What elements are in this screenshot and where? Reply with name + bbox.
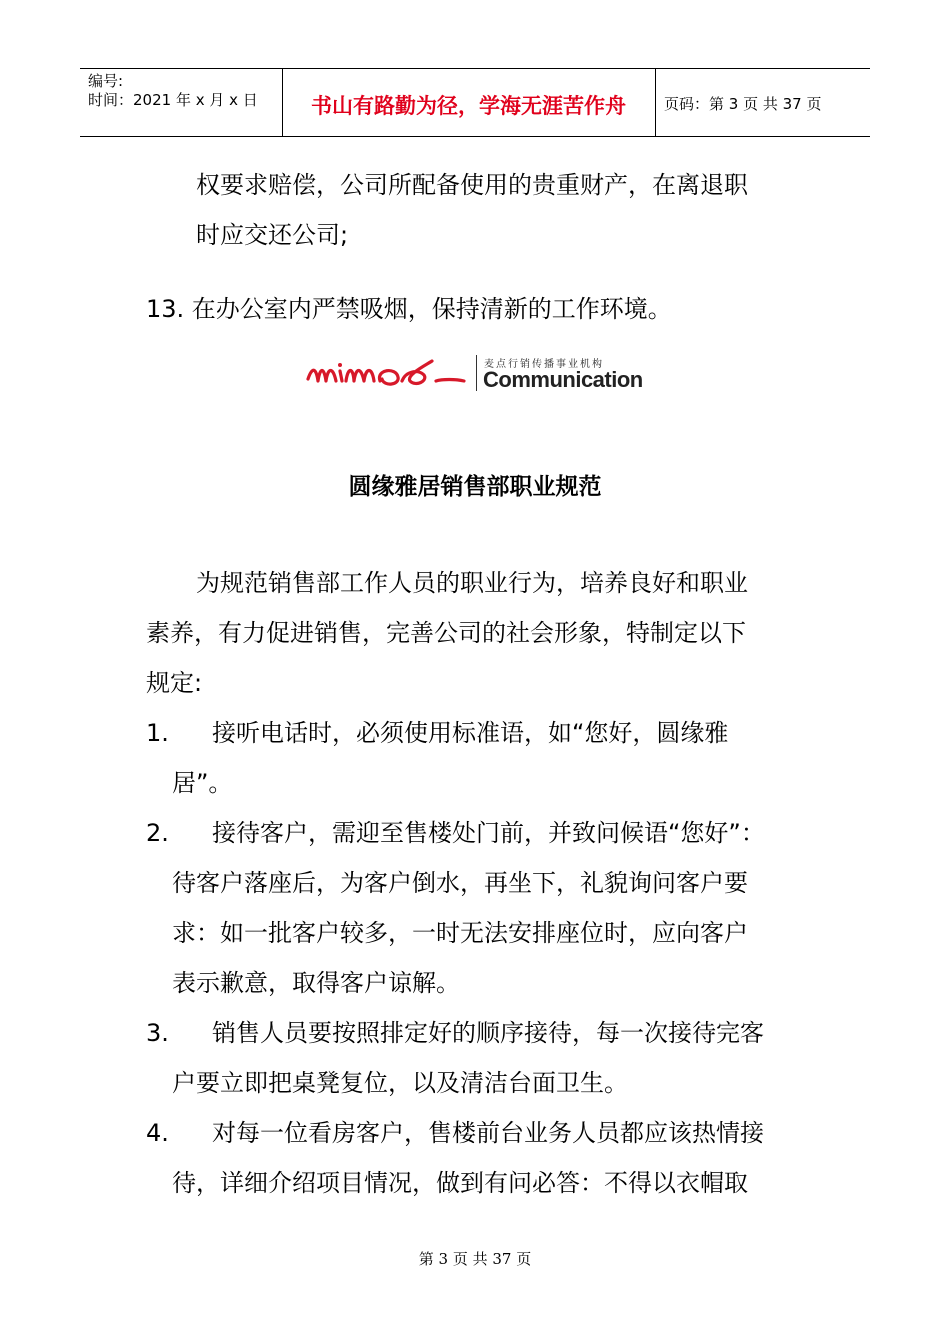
body-line-1: 权要求赔偿，公司所配备使用的贵重财产，在离退职 (196, 171, 748, 199)
item-line: 待，详细介绍项目情况，做到有问必答：不得以衣帽取 (172, 1169, 748, 1197)
item-line: 接听电话时，必须使用标准语，如“您好，圆缘雅 (212, 719, 729, 747)
item-line: 销售人员要按照排定好的顺序接待，每一次接待完客 (212, 1019, 764, 1047)
body-line-13: 13. 在办公室内严禁吸烟，保持清新的工作环境。 (146, 295, 672, 323)
intro-line-3: 规定: (146, 669, 203, 697)
logo-separator (476, 355, 477, 391)
intro-line-2: 素养，有力促进销售，完善公司的社会形象，特制定以下 (146, 619, 746, 647)
item-number: 4. (146, 1119, 169, 1147)
company-logo (306, 355, 646, 395)
item-line: 对每一位看房客户，售楼前台业务人员都应该热情接 (212, 1119, 764, 1147)
item-line: 待客户落座后，为客户倒水，再坐下，礼貌询问客户要 (172, 869, 748, 897)
item-line: 户要立即把桌凳复位，以及清洁台面卫生。 (172, 1069, 628, 1097)
page-footer: 第 3 页 共 37 页 (418, 1250, 532, 1268)
mind-wordmark-icon (306, 357, 466, 393)
item-line: 表示歉意，取得客户谅解。 (172, 969, 460, 997)
item-number: 2. (146, 819, 169, 847)
header-divider-2 (655, 68, 656, 136)
code-label: 编号: (88, 72, 124, 90)
item-number: 3. (146, 1019, 169, 1047)
item-line: 求：如一批客户较多，一时无法安排座位时，应向客户 (172, 919, 748, 947)
section-title: 圆缘雅居销售部职业规范 (348, 474, 602, 500)
header-motto: 书山有路勤为径，学海无涯苦作舟 (311, 94, 626, 118)
item-line: 接待客户，需迎至售楼处门前，并致问候语“您好”： (212, 819, 765, 847)
intro-line-1: 为规范销售部工作人员的职业行为，培养良好和职业 (196, 569, 748, 597)
item-number: 1. (146, 719, 169, 747)
time-label: 时间：2021 年 x 月 x 日 (88, 91, 258, 109)
header-bottom-border (80, 136, 870, 137)
logo-chinese-name: 麦点行销传播事业机构 (484, 359, 604, 370)
item-line: 居”。 (172, 769, 233, 797)
logo-english-name: Communication (483, 367, 643, 392)
header-top-border (80, 68, 870, 69)
header-meta (88, 72, 258, 110)
body-line-2: 时应交还公司; (196, 221, 349, 249)
header-page-info: 页码：第 3 页 共 37 页 (664, 95, 822, 113)
